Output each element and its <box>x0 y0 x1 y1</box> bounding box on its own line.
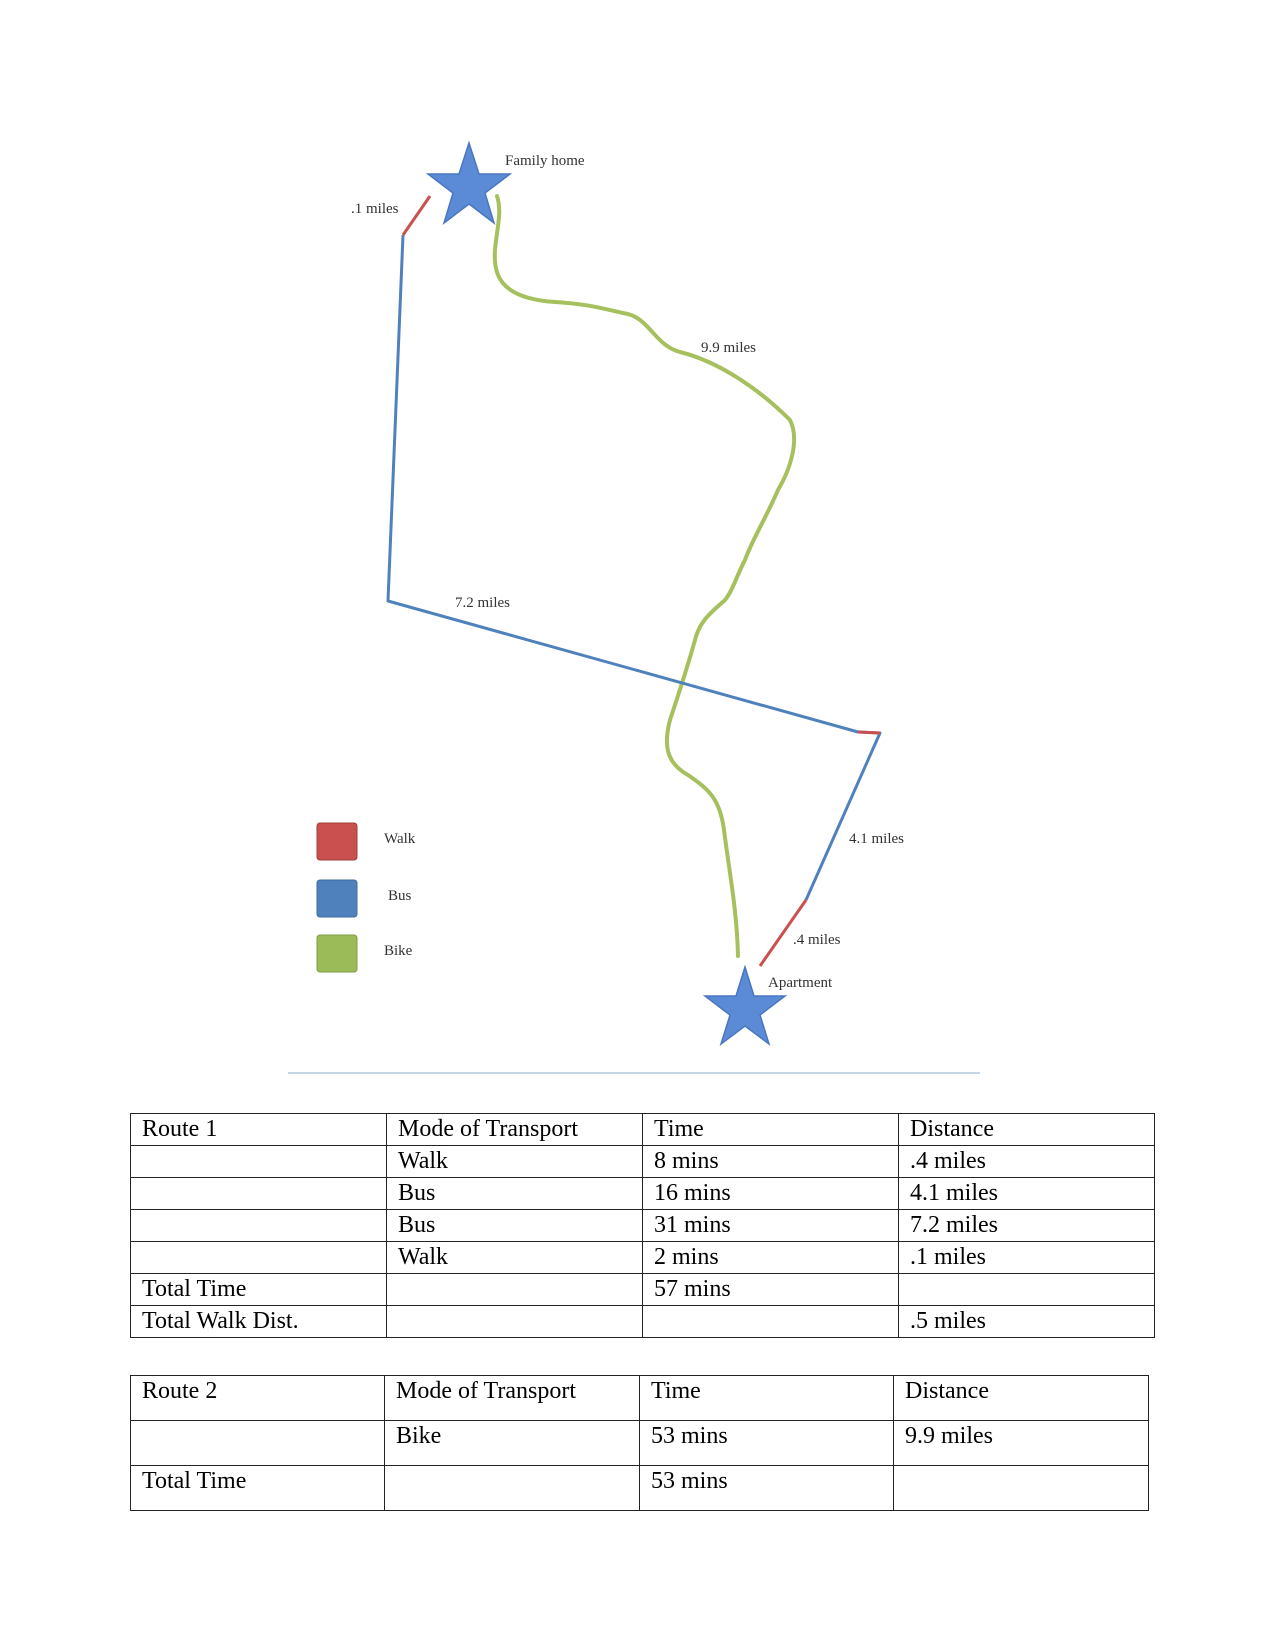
table-cell: Bike <box>385 1421 640 1466</box>
apartment-label: Apartment <box>768 975 833 991</box>
table-header-row <box>131 1114 1155 1146</box>
table-row <box>131 1306 1155 1338</box>
table-cell: .1 miles <box>899 1242 1155 1274</box>
table-row <box>131 1421 1149 1466</box>
table-cell: 2 mins <box>643 1242 899 1274</box>
legend-bus-swatch <box>317 880 357 917</box>
walk-segment-home <box>403 196 430 235</box>
table-cell: Route 1 <box>131 1114 387 1146</box>
legend-walk-swatch <box>317 823 357 860</box>
legend-bus-label: Bus <box>388 888 412 904</box>
table-cell: 4.1 miles <box>899 1178 1155 1210</box>
table-cell <box>899 1274 1155 1306</box>
table-cell <box>387 1306 643 1338</box>
table-cell <box>385 1466 640 1511</box>
table-cell: Bus <box>387 1178 643 1210</box>
table-row <box>131 1146 1155 1178</box>
section-divider <box>288 1072 980 1074</box>
table-cell <box>131 1210 387 1242</box>
table-cell: Mode of Transport <box>385 1376 640 1421</box>
table-row <box>131 1242 1155 1274</box>
bus-long-distance-label: 7.2 miles <box>455 595 510 611</box>
legend-walk-label: Walk <box>384 831 416 847</box>
table-cell: .4 miles <box>899 1146 1155 1178</box>
table-cell: Walk <box>387 1146 643 1178</box>
table-cell <box>131 1178 387 1210</box>
table-cell: Distance <box>894 1376 1149 1421</box>
table-cell: Time <box>640 1376 894 1421</box>
table-cell <box>131 1242 387 1274</box>
bus-short-distance-label: 4.1 miles <box>849 831 904 847</box>
bike-route-line <box>495 196 794 956</box>
table-cell: Total Time <box>131 1274 387 1306</box>
table-cell: Walk <box>387 1242 643 1274</box>
table-cell: 53 mins <box>640 1421 894 1466</box>
legend <box>317 823 416 972</box>
table-cell: 57 mins <box>643 1274 899 1306</box>
table-cell <box>643 1306 899 1338</box>
table-cell: 31 mins <box>643 1210 899 1242</box>
table-cell: 53 mins <box>640 1466 894 1511</box>
table-cell: .5 miles <box>899 1306 1155 1338</box>
table-cell: 16 mins <box>643 1178 899 1210</box>
table-cell: Bus <box>387 1210 643 1242</box>
table-row <box>131 1466 1149 1511</box>
table-cell: Time <box>643 1114 899 1146</box>
table-row <box>131 1178 1155 1210</box>
table-cell: 7.2 miles <box>899 1210 1155 1242</box>
table-cell: Distance <box>899 1114 1155 1146</box>
table-cell: Mode of Transport <box>387 1114 643 1146</box>
walk-apartment-distance-label: .4 miles <box>793 932 841 948</box>
legend-bike-swatch <box>317 935 357 972</box>
table-header-row <box>131 1376 1149 1421</box>
table-cell <box>894 1466 1149 1511</box>
table-cell <box>131 1146 387 1178</box>
table-cell: Total Walk Dist. <box>131 1306 387 1338</box>
bus-route-line <box>388 235 880 900</box>
table-row <box>131 1210 1155 1242</box>
walk-home-distance-label: .1 miles <box>351 201 399 217</box>
table-cell: Total Time <box>131 1466 385 1511</box>
table-cell: Route 2 <box>131 1376 385 1421</box>
table-cell: 8 mins <box>643 1146 899 1178</box>
route2-table <box>130 1375 1149 1511</box>
table-cell: 9.9 miles <box>894 1421 1149 1466</box>
table-cell <box>131 1421 385 1466</box>
route1-table <box>130 1113 1155 1338</box>
table-cell <box>387 1274 643 1306</box>
walk-segment-transfer <box>858 732 880 733</box>
bike-distance-label: 9.9 miles <box>701 340 756 356</box>
family-home-label: Family home <box>505 153 585 169</box>
legend-bike-label: Bike <box>384 943 413 959</box>
table-row <box>131 1274 1155 1306</box>
